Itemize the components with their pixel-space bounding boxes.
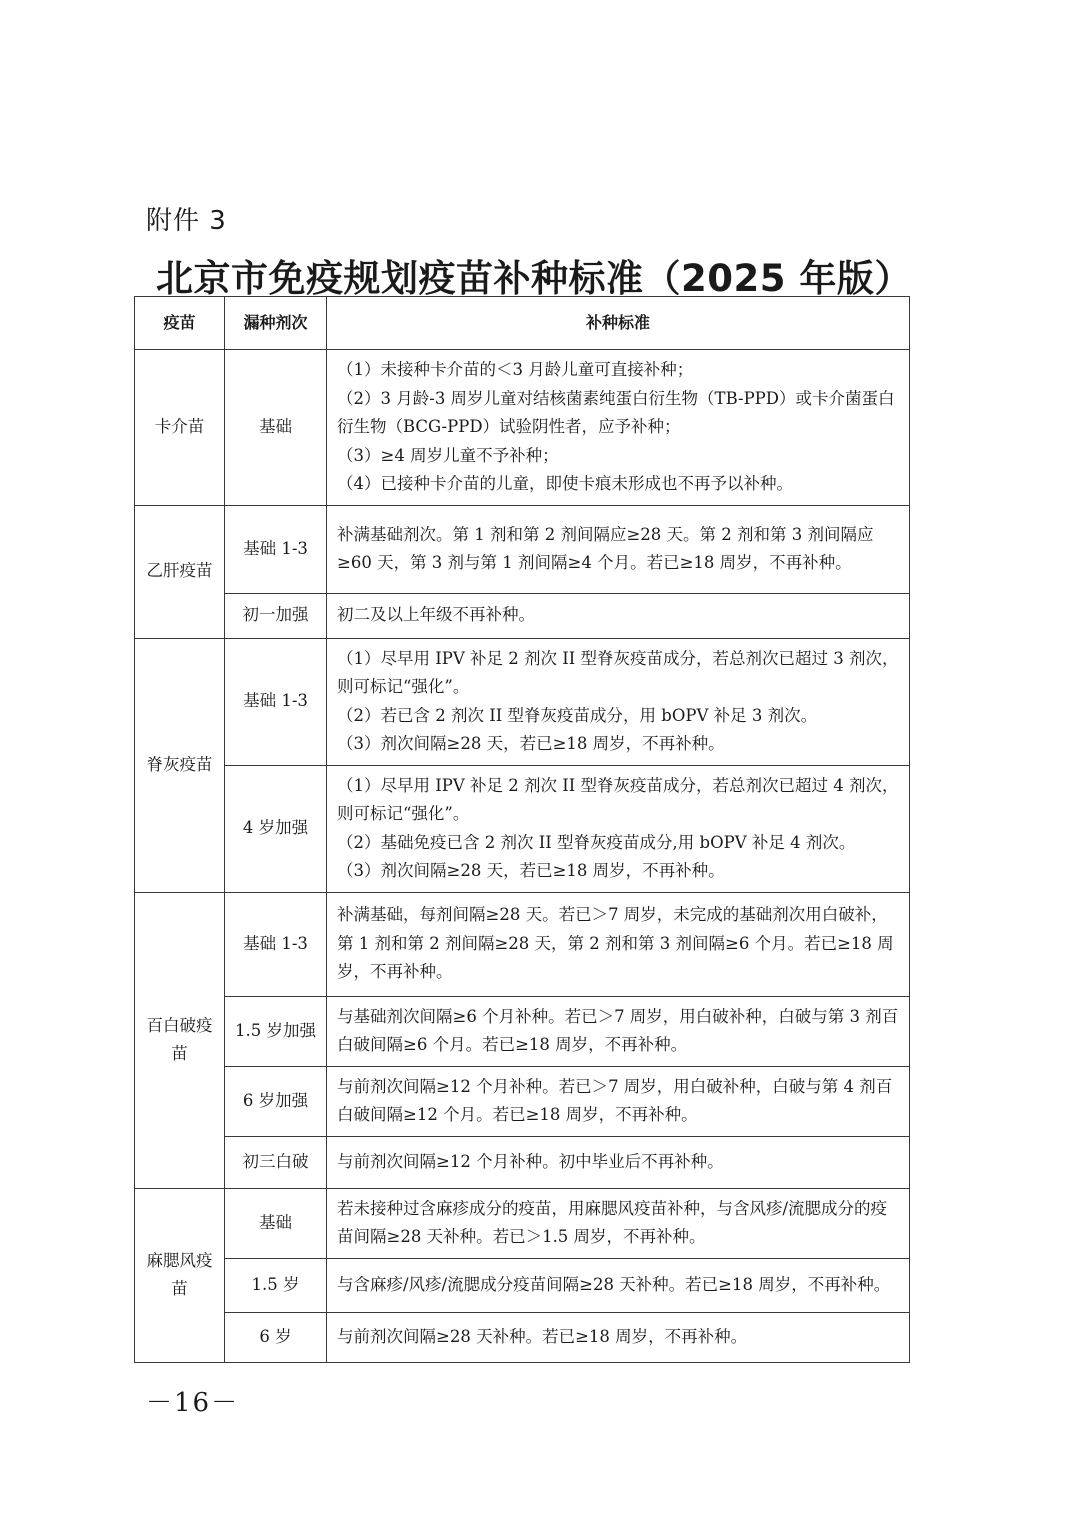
standard-text-line: 初二及以上年级不再补种。 bbox=[337, 605, 535, 625]
catch-up-standard-cell bbox=[327, 638, 910, 765]
standard-text-line: （1）尽早用 IPV 补足 2 剂次 II 型脊灰疫苗成分，若总剂次已超过 4 剂次，则可标记“强化”。 bbox=[337, 775, 899, 823]
table-header-row bbox=[135, 297, 910, 350]
missed-dose-cell: 初三白破 bbox=[225, 1136, 327, 1188]
standard-text-line: 与含麻疹/风疹/流腮成分疫苗间隔≥28 天补种。若已≥18 周岁，不再补种。 bbox=[337, 1274, 891, 1294]
header-catch-up-standard: 补种标准 bbox=[327, 297, 910, 350]
standard-text-line: （4）已接种卡介苗的儿童，即使卡痕未形成也不再予以补种。 bbox=[337, 474, 793, 493]
missed-dose-cell: 基础 1-3 bbox=[225, 505, 327, 593]
page-number: －16－ bbox=[146, 1388, 240, 1418]
table-row bbox=[135, 1188, 910, 1258]
table-row bbox=[135, 1258, 910, 1312]
vaccine-name-cell: 卡介苗 bbox=[135, 350, 225, 506]
catch-up-standard-cell bbox=[327, 1188, 910, 1258]
vaccine-name-cell: 麻腮风疫苗 bbox=[135, 1188, 225, 1362]
attachment-label: 附件 3 bbox=[146, 206, 227, 236]
standard-text-line: （2）3 月龄-3 周岁儿童对结核菌素纯蛋白衍生物（TB-PPD）或卡介菌蛋白衍生物（BCG-PPD）试验阴性者，应予补种； bbox=[337, 388, 895, 436]
catch-up-standard-cell bbox=[327, 505, 910, 593]
catch-up-standard-cell bbox=[327, 593, 910, 638]
table-row bbox=[135, 505, 910, 593]
table-body bbox=[135, 350, 910, 1363]
catch-up-standard-cell bbox=[327, 765, 910, 892]
standard-text-line: 与前剂次间隔≥12 个月补种。初中毕业后不再补种。 bbox=[337, 1151, 724, 1171]
catch-up-standard-cell bbox=[327, 350, 910, 506]
header-missed-dose: 漏种剂次 bbox=[225, 297, 327, 350]
missed-dose-cell: 1.5 岁加强 bbox=[225, 996, 327, 1066]
catch-up-standard-cell bbox=[327, 1066, 910, 1136]
vaccine-name-cell: 乙肝疫苗 bbox=[135, 505, 225, 638]
standard-text-line: （1）尽早用 IPV 补足 2 剂次 II 型脊灰疫苗成分，若总剂次已超过 3 剂次，则可标记“强化”。 bbox=[337, 648, 899, 696]
table-row bbox=[135, 892, 910, 996]
catch-up-standard-cell bbox=[327, 892, 910, 996]
standard-text-line: （2）若已含 2 剂次 II 型脊灰疫苗成分，用 bOPV 补足 3 剂次。 bbox=[337, 705, 818, 725]
missed-dose-cell: 初一加强 bbox=[225, 593, 327, 638]
standard-text-line: （3）≥4 周岁儿童不予补种； bbox=[337, 445, 559, 465]
catch-up-standard-cell bbox=[327, 1258, 910, 1312]
missed-dose-cell: 4 岁加强 bbox=[225, 765, 327, 892]
missed-dose-cell: 1.5 岁 bbox=[225, 1258, 327, 1312]
standard-text-line: （3）剂次间隔≥28 天，若已≥18 周岁，不再补种。 bbox=[337, 734, 725, 753]
table-row bbox=[135, 1066, 910, 1136]
vaccine-name-cell: 百白破疫苗 bbox=[135, 892, 225, 1188]
standard-text-line: （2）基础免疫已含 2 剂次 II 型脊灰疫苗成分,用 bOPV 补足 4 剂次。 bbox=[337, 832, 856, 852]
table-row bbox=[135, 996, 910, 1066]
catch-up-standard-cell bbox=[327, 1136, 910, 1188]
table-row bbox=[135, 638, 910, 765]
standard-text-line: 与基础剂次间隔≥6 个月补种。若已＞7 周岁，用白破补种，白破与第 3 剂百白破间隔≥6 个月。若已≥18 周岁，不再补种。 bbox=[337, 1006, 899, 1054]
table-row bbox=[135, 593, 910, 638]
standard-text-line: 补满基础，每剂间隔≥28 天。若已＞7 周岁，未完成的基础剂次用白破补，第 1 剂和第 2 剂间隔≥28 天，第 2 剂和第 3 剂间隔≥6 个月。若已≥18 周岁，不再补种。 bbox=[337, 905, 894, 982]
standard-text-line: 若未接种过含麻疹成分的疫苗，用麻腮风疫苗补种，与含风疹/流腮成分的疫苗间隔≥28 天补种。若已＞1.5 周岁，不再补种。 bbox=[337, 1198, 888, 1246]
standard-text-line: 补满基础剂次。第 1 剂和第 2 剂间隔应≥28 天。第 2 剂和第 3 剂间隔应≥60 天，第 3 剂与第 1 剂间隔≥4 个月。若已≥18 周岁，不再补种。 bbox=[337, 524, 874, 572]
table-row bbox=[135, 765, 910, 892]
standard-text-line: 与前剂次间隔≥28 天补种。若已≥18 周岁，不再补种。 bbox=[337, 1326, 748, 1346]
missed-dose-cell: 基础 bbox=[225, 350, 327, 506]
catch-up-standard-cell bbox=[327, 996, 910, 1066]
missed-dose-cell: 基础 1-3 bbox=[225, 638, 327, 765]
table-row bbox=[135, 350, 910, 506]
standard-text-line: 与前剂次间隔≥12 个月补种。若已＞7 周岁，用白破补种，白破与第 4 剂百白破间隔≥12 个月。若已≥18 周岁，不再补种。 bbox=[337, 1076, 893, 1124]
page-title: 北京市免疫规划疫苗补种标准（2025 年版） bbox=[156, 257, 912, 300]
table-row bbox=[135, 1136, 910, 1188]
vaccine-name-cell: 脊灰疫苗 bbox=[135, 638, 225, 892]
missed-dose-cell: 基础 bbox=[225, 1188, 327, 1258]
table-row bbox=[135, 1312, 910, 1362]
missed-dose-cell: 6 岁 bbox=[225, 1312, 327, 1362]
header-vaccine: 疫苗 bbox=[135, 297, 225, 350]
vaccine-catch-up-table bbox=[134, 296, 910, 1363]
missed-dose-cell: 基础 1-3 bbox=[225, 892, 327, 996]
standard-text-line: （1）未接种卡介苗的＜3 月龄儿童可直接补种； bbox=[337, 360, 694, 379]
missed-dose-cell: 6 岁加强 bbox=[225, 1066, 327, 1136]
standard-text-line: （3）剂次间隔≥28 天，若已≥18 周岁，不再补种。 bbox=[337, 861, 725, 880]
catch-up-standard-cell bbox=[327, 1312, 910, 1362]
